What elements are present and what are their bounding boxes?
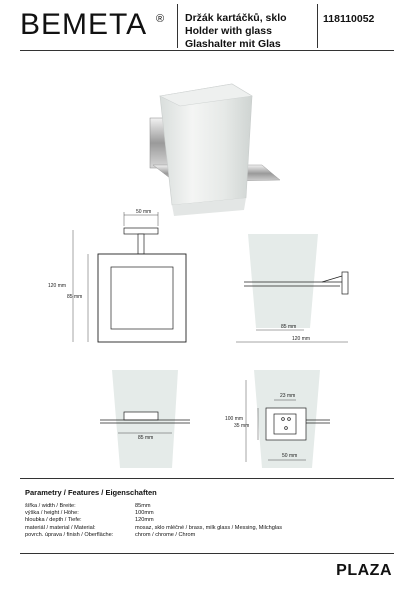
dim-top-width: 85 mm [138,435,154,441]
parameter-row [25,503,395,510]
parameter-label: výška / height / Höhe: [25,510,79,517]
footer-divider [20,553,394,554]
brand-logo: BEMETA [20,8,148,41]
dim-front-height-outer: 120 mm [48,283,67,289]
parameter-row [25,532,395,539]
registered-mark: ® [156,13,165,25]
dim-plate-height-outer: 100 mm [225,416,244,422]
parameter-row [25,510,395,517]
parameter-value: chrom / chrome / Chrom [135,531,196,538]
front-view [73,212,186,342]
product-code: 118110052 [323,13,375,25]
parameter-label: materiál / material / Material: [25,524,96,531]
parameter-label: šířka / width / Breite: [25,503,76,509]
parameter-label: hloubka / depth / Tiefe: [25,517,82,524]
title-cz: Držák kartáčků, sklo [185,12,287,24]
top-view [100,370,190,468]
dim-side-depth: 85 mm [281,324,297,330]
dim-plate-width: 23 mm [280,393,296,399]
parameters-title: Parametry / Features / Eigenschaften [25,488,157,497]
parameter-value: 85mm [135,503,151,509]
section-divider [20,478,394,479]
parameter-row [25,517,395,524]
series-name: PLAZA [336,562,392,579]
parameter-value: 100mm [135,510,154,517]
parameter-value: 120mm [135,517,154,524]
dim-side-total: 120 mm [292,336,311,342]
parameter-row [25,525,395,532]
product-photo [150,84,280,216]
dim-plate-height-inner: 35 mm [234,423,250,429]
dim-front-height-inner: 85 mm [67,294,83,300]
parameter-label: povrch. úprava / finish / Oberfläche: [25,531,114,538]
parameter-value: mosaz, sklo mléčné / brass, milk glass / Messing, Milchglas [135,524,283,531]
parameters-section [25,488,395,539]
dim-plate-base: 50 mm [282,453,298,459]
dim-front-width: 50 mm [136,209,152,215]
title-en: Holder with glass [185,25,272,37]
title-de: Glashalter mit Glas [185,38,281,50]
